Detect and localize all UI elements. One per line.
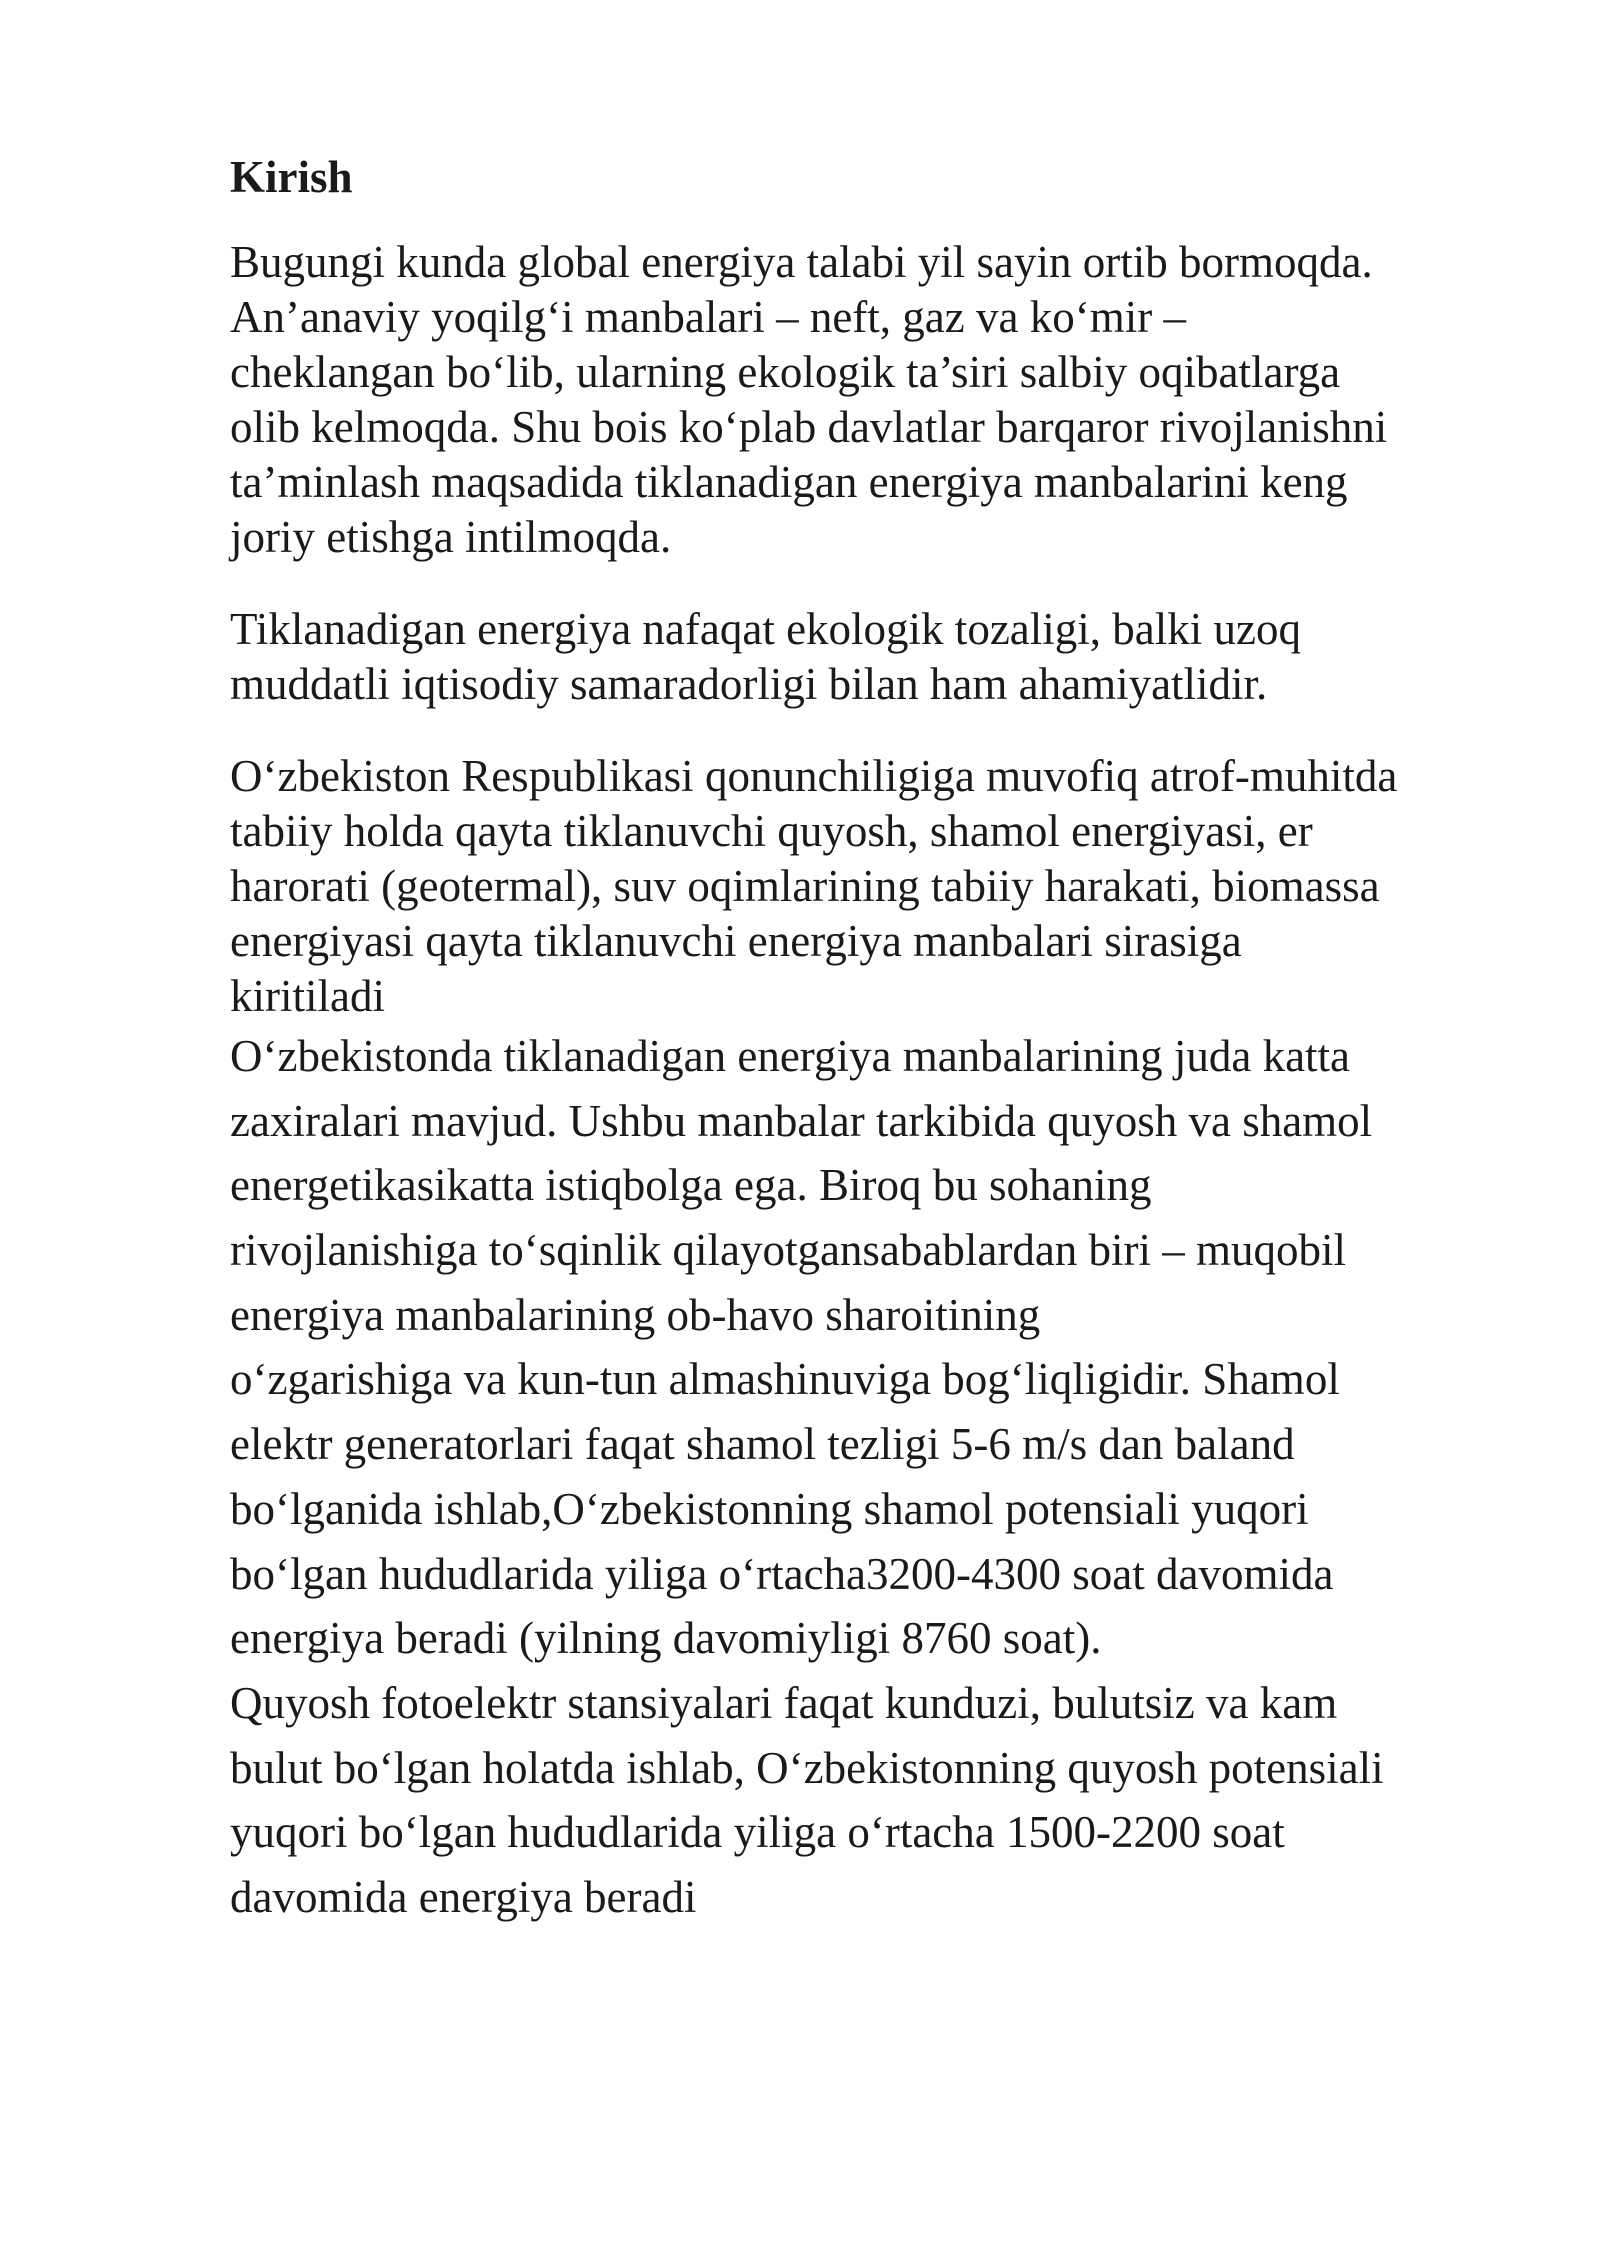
paragraph-line: Bugungi kunda global energiya talabi yil sayin ortib bormoqda. [230,236,1373,287]
paragraph-line: o‘zgarishiga va kun-tun almashinuviga bog‘liqligidir. Shamol [230,1354,1340,1405]
paragraph-line: Quyosh fotoelektr stansiyalari faqat kunduzi, bulutsiz va kam [230,1677,1338,1728]
paragraph-line: kiritiladi [230,970,385,1021]
paragraph [230,749,1520,1024]
paragraph-line: davomida energiya beradi [230,1872,697,1923]
paragraph [230,235,1520,565]
paragraph-line: cheklangan bo‘lib, ularning ekologik ta’siri salbiy oqibatlarga [230,346,1341,397]
paragraph-line: energiya beradi (yilning davomiyligi 8760 soat). [230,1613,1102,1664]
paragraph-line: An’anaviy yoqilg‘i manbalari – neft, gaz va ko‘mir – [230,291,1186,342]
section-heading: Kirish [230,152,353,202]
paragraph-line: rivojlanishiga to‘sqinlik qilayotgansabablardan biri – muqobil [230,1225,1347,1275]
paragraph-line: energetikasikatta istiqbolga ega. Biroq bu sohaning [230,1160,1152,1211]
paragraph-line: tabiiy holda qayta tiklanuvchi quyosh, shamol energiyasi, er [230,805,1313,856]
paragraph [230,602,1520,712]
paragraph-line: joriy etishga intilmoqda. [230,511,672,562]
paragraph-line: bulut bo‘lgan holatda ishlab, O‘zbekistonning quyosh potensiali [230,1742,1384,1793]
document-body [230,150,1520,1930]
paragraph-line: harorati (geotermal), suv oqimlarining tabiiy harakati, biomassa [230,860,1380,911]
paragraph-line: energiyasi qayta tiklanuvchi energiya manbalari sirasiga [230,915,1242,966]
paragraph-line: zaxiralari mavjud. Ushbu manbalar tarkibida quyosh va shamol [230,1095,1373,1146]
paragraph-line: elektr generatorlari faqat shamol tezligi 5-6 m/s dan baland [230,1419,1295,1470]
paragraph-line: ta’minlash maqsadida tiklanadigan energiya manbalarini keng [230,456,1348,507]
paragraph-line: Tiklanadigan energiya nafaqat ekologik tozaligi, balki uzoq [230,603,1301,654]
paragraph-list [230,235,1520,1930]
paragraph-line: bo‘lgan hududlarida yiliga o‘rtacha3200-4300 soat davomida [230,1548,1334,1599]
paragraph-line: bo‘lganida ishlab,O‘zbekistonning shamol potensiali yuqori [230,1483,1309,1534]
paragraph-line: O‘zbekiston Respublikasi qonunchiligiga muvofiq atrof-muhitda [230,750,1398,801]
paragraph-line: muddatli iqtisodiy samaradorligi bilan ham ahamiyatlidir. [230,658,1268,709]
paragraph [230,1024,1520,1930]
paragraph-line: O‘zbekistonda tiklanadigan energiya manbalarining juda katta [230,1030,1351,1081]
paragraph-line: olib kelmoqda. Shu bois ko‘plab davlatlar barqaror rivojlanishni [230,401,1388,452]
paragraph-line: energiya manbalarining ob-havo sharoitining [230,1289,1041,1340]
paragraph-line: yuqori bo‘lgan hududlarida yiliga o‘rtacha 1500-2200 soat [230,1807,1285,1858]
